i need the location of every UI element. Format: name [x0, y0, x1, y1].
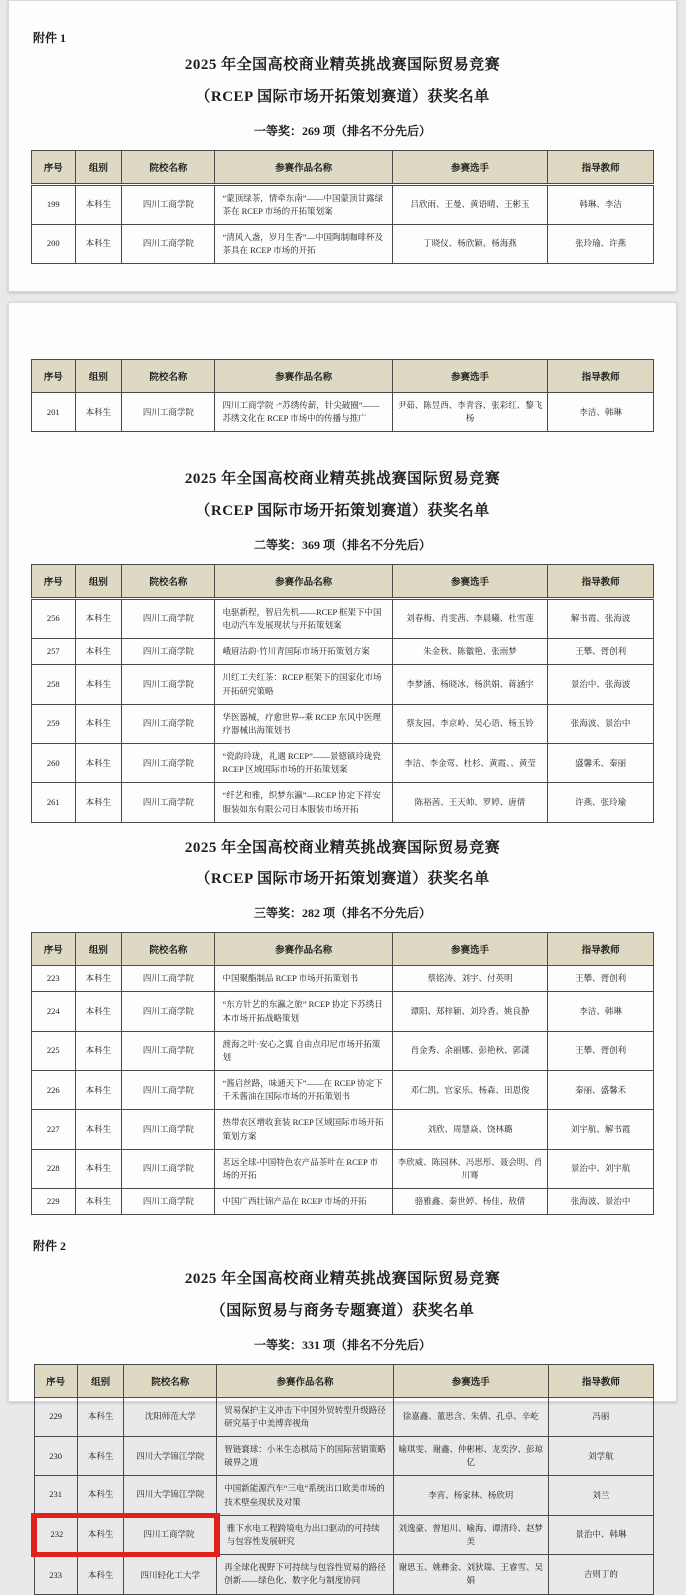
table-cell: 徐嘉鑫、董思含、朱倩、孔卓、辛屹 [393, 1397, 548, 1436]
column-header: 参赛作品名称 [215, 150, 392, 184]
table-cell: 景治中、张海波 [548, 665, 654, 704]
column-header: 院校名称 [122, 150, 215, 184]
table-cell: 199 [32, 184, 76, 224]
table-cell: 本科生 [75, 1189, 122, 1215]
table-cell: 刘欣、周慧焱、饶林璐 [392, 1110, 548, 1149]
table-cell: 四川工商学院 ·“苏绣传薪，针尖破圈”——苏绣文化在 RCEP 市场中的传播与推广 [215, 393, 392, 432]
column-header: 组别 [77, 1364, 123, 1397]
table-cell: 四川工商学院 [122, 1189, 215, 1215]
table-row [32, 1189, 654, 1215]
table-cell: 257 [32, 639, 76, 665]
table-cell: 盛馨禾、秦丽 [548, 744, 654, 783]
table-cell: 吉则丁的 [548, 1555, 653, 1594]
column-header: 组别 [75, 564, 122, 598]
table-cell: 261 [32, 783, 76, 822]
table-row [34, 1397, 654, 1436]
table-cell: 258 [32, 665, 76, 704]
doc-title-line2: （RCEP 国际市场开拓策划赛道）获奖名单 [195, 503, 490, 520]
table-cell: “清风入盏，岁月生香”—中国陶制咖啡杯及茶具在 RCEP 市场的开拓 [215, 224, 392, 263]
column-header: 组别 [75, 360, 122, 393]
doc-title-line1: 2025 年全国高校商业精英挑战赛国际贸易竞赛 [184, 471, 501, 488]
attachment-1-label: 附件 1 [33, 31, 67, 45]
table-cell: 中国聚酯制品 RCEP 市场开拓策划书 [215, 966, 392, 992]
table-cell: 四川大学锦江学院 [124, 1437, 217, 1476]
table-cell: 本科生 [75, 639, 122, 665]
table-row [32, 744, 654, 783]
second-prize-rcep-table [31, 564, 654, 823]
table-cell: 贸易保护主义冲击下中国外贸转型升级路径研究基于中美博弈视角 [217, 1397, 394, 1436]
table-cell: 201 [32, 393, 76, 432]
column-header: 参赛选手 [392, 360, 548, 393]
table-cell: 刘兰 [548, 1476, 653, 1515]
table-cell: 李梦涵、杨晓冰、杨洪娟、蒋涵宇 [392, 665, 548, 704]
table-cell: 本科生 [77, 1476, 123, 1515]
doc-title-line1: 2025 年全国高校商业精英挑战赛国际贸易竞赛 [184, 839, 501, 856]
table-row [32, 783, 654, 822]
table-cell: 谭阳、郑梓颖、刘玲香、姚良静 [392, 992, 548, 1031]
table-cell: 王攀、胥创利 [548, 966, 654, 992]
table-row [32, 966, 654, 992]
table-cell: 陈裕茜、王天帅、罗婷、唐倩 [392, 783, 548, 822]
column-header: 参赛作品名称 [215, 564, 392, 598]
table-cell: 景治中、韩琳 [548, 1515, 653, 1554]
table-row [32, 1071, 654, 1110]
table-cell: 本科生 [75, 704, 122, 743]
table-cell: 四川工商学院 [122, 639, 215, 665]
table-cell: 许燕、张玲瑜 [548, 783, 654, 822]
table-cell: 喻琪雯、谢鑫、仲彬彬、龙奕汐、彭琼亿 [393, 1437, 548, 1476]
table-cell: 四川工商学院 [122, 184, 215, 224]
attachment-2-label: 附件 2 [33, 1239, 67, 1254]
table-cell: 本科生 [77, 1437, 123, 1476]
column-header: 参赛选手 [392, 150, 548, 184]
column-header: 指导教师 [548, 360, 654, 393]
table-cell: 四川工商学院 [122, 966, 215, 992]
table-cell: 尹茹、陈昱西、李青容、张彩红、黎飞杨 [392, 393, 548, 432]
table-cell: “蒙顶绿茶，情牵东南”——中国蒙顶甘露绿茶在 RCEP 市场的开拓策划案 [215, 184, 392, 224]
table-cell: 本科生 [75, 1071, 122, 1110]
table-cell: 华医器械，疗愈世界--乘 RCEP 东风中医理疗器械出海策划书 [215, 704, 392, 743]
column-header: 院校名称 [122, 360, 215, 393]
table-cell: 四川工商学院 [122, 1149, 215, 1188]
table-cell: 蔡铭涛、刘宇、付英明 [392, 966, 548, 992]
table-cell: 本科生 [75, 992, 122, 1031]
award-count-line: 一等奖：331 项（排名不分先后） [253, 1337, 431, 1352]
table-cell: 四川工商学院 [122, 704, 215, 743]
table-cell: 本科生 [75, 598, 122, 638]
table-cell: 茗远全球-中国特色农产品茶叶在 RCEP 市场的开拓 [215, 1149, 392, 1188]
table-cell: 四川工商学院 [122, 1031, 215, 1070]
table-cell: 四川工商学院 [122, 598, 215, 638]
column-header: 指导教师 [548, 1364, 653, 1397]
table-cell: 本科生 [77, 1515, 123, 1554]
table-row [32, 704, 654, 743]
table-row [32, 639, 654, 665]
table-cell: 227 [32, 1110, 76, 1149]
document-page-1 [8, 0, 677, 292]
table-cell: 223 [32, 966, 76, 992]
table-cell: 骆雅鑫、秦世婷、杨佳、敖倩 [392, 1189, 548, 1215]
table-cell: 再全球化视野下可持续与包容性贸易的路径创新——绿色化、数字化与制度协同 [217, 1555, 394, 1594]
column-header: 序号 [32, 150, 76, 184]
table-row [34, 1437, 654, 1476]
table-cell: 韩琳、李洁 [548, 184, 654, 224]
column-header: 参赛选手 [393, 1364, 548, 1397]
table-cell: 王攀、胥创利 [548, 1031, 654, 1070]
column-header: 参赛作品名称 [215, 933, 392, 966]
table-cell: 四川工商学院 [122, 783, 215, 822]
award-count-line: 二等奖：369 项（排名不分先后） [253, 537, 431, 552]
column-header: 指导教师 [548, 564, 654, 598]
table-row [32, 184, 654, 224]
table-row [32, 1149, 654, 1188]
table-cell: 峨眉沽韵·竹川青国际市场开拓策划方案 [215, 639, 392, 665]
table-cell: 沈阳师范大学 [124, 1397, 217, 1436]
table-cell: 四川工商学院 [122, 665, 215, 704]
table-cell: 259 [32, 704, 76, 743]
table-row [32, 598, 654, 638]
table-header-row [32, 564, 654, 598]
column-header: 院校名称 [122, 933, 215, 966]
table-cell: 本科生 [75, 966, 122, 992]
table-cell: 四川轻化工大学 [124, 1555, 217, 1594]
table-cell: “瓷韵玲珑，礼遇 RCEP”——景德镇玲珑瓷 RCEP 区域国际市场的开拓策划案 [215, 744, 392, 783]
table-cell: 刘学航 [548, 1437, 653, 1476]
table-cell: 本科生 [75, 1149, 122, 1188]
doc-title-line2: （RCEP 国际市场开拓策划赛道）获奖名单 [195, 88, 490, 105]
table-cell: 225 [32, 1031, 76, 1070]
table-cell: “东方针艺的东瀛之旅” RCEP 协定下苏绣日本市场开拓战略策划 [215, 992, 392, 1031]
column-header: 序号 [32, 933, 76, 966]
column-header: 院校名称 [122, 564, 215, 598]
table-cell: 本科生 [75, 783, 122, 822]
table-cell: 四川工商学院 [122, 992, 215, 1031]
column-header: 指导教师 [548, 933, 654, 966]
table-cell: 吕欣雨、王曼、黄语晴、王彬玉 [392, 184, 548, 224]
table-cell: 李宵、杨家林、杨欣玥 [393, 1476, 548, 1515]
table-cell: 李洁、李金莺、杜杉、黄霞、、黄莹 [392, 744, 548, 783]
award-count-line: 三等奖：282 项（排名不分先后） [253, 906, 431, 921]
trade-track-first-prize-section [31, 1270, 654, 1594]
table-cell: 200 [32, 224, 76, 263]
second-prize-section [31, 470, 654, 822]
award-count-line: 一等奖：269 项（排名不分先后） [253, 123, 431, 138]
table-cell: 张玲瑜、许燕 [548, 224, 654, 263]
table-cell: 肖金秀、余丽娜、彭艳秋、郭潇 [392, 1031, 548, 1070]
table-header-row [32, 933, 654, 966]
table-cell: 四川工商学院 [122, 393, 215, 432]
document-page-2 [8, 302, 677, 1586]
table-cell: 四川大学锦江学院 [124, 1476, 217, 1515]
table-cell: 景治中、刘宇航 [548, 1149, 654, 1188]
first-prize-rcep-table [31, 150, 654, 265]
table-row [32, 1031, 654, 1070]
table-cell: 256 [32, 598, 76, 638]
doc-title-line2: （RCEP 国际市场开拓策划赛道）获奖名单 [195, 871, 490, 888]
doc-title-line1: 2025 年全国高校商业精英挑战赛国际贸易竞赛 [184, 1271, 501, 1288]
doc-title-line1: 2025 年全国高校商业精英挑战赛国际贸易竞赛 [184, 57, 501, 73]
table-cell: 中国新能源汽车“三电”系统出口欧美市场的技术壁垒现状及对策 [217, 1476, 394, 1515]
doc-title-line2: （国际贸易与商务专题赛道）获奖名单 [210, 1303, 475, 1320]
column-header: 院校名称 [124, 1364, 217, 1397]
table-cell: 本科生 [77, 1397, 123, 1436]
table-cell: 224 [32, 992, 76, 1031]
table-cell: 本科生 [75, 1110, 122, 1149]
table-cell: 四川工商学院 [122, 1110, 215, 1149]
table-cell: 谢思玉、姚彝金、刘狄瑞、王睿雪、吴娟 [393, 1555, 548, 1594]
table-cell: 四川工商学院 [122, 224, 215, 263]
table-row [32, 992, 654, 1031]
column-header: 序号 [32, 564, 76, 598]
column-header: 参赛选手 [392, 564, 548, 598]
table-cell: 张海波、景治中 [548, 1189, 654, 1215]
table-cell: 中国广西壮锦产品在 RCEP 市场的开拓 [215, 1189, 392, 1215]
table-cell: 本科生 [75, 744, 122, 783]
table-header-row [32, 360, 654, 393]
table-cell: “纤艺和雅，织梦东瀛”—RCEP 协定下祥安服装如东有限公司日本服装市场开拓 [215, 783, 392, 822]
table-cell: 230 [34, 1437, 77, 1476]
table-cell: 王攀、胥创利 [548, 639, 654, 665]
column-header: 组别 [75, 933, 122, 966]
table-cell: 雅下水电工程跨境电力出口驱动的可持续与包容性发展研究 [217, 1515, 394, 1554]
table-cell: 本科生 [75, 224, 122, 263]
first-prize-rcep-table-continued [31, 359, 654, 432]
third-prize-section [31, 839, 654, 1216]
table-cell: 229 [32, 1189, 76, 1215]
table-cell: 四川工商学院 [124, 1515, 217, 1554]
table-cell: 226 [32, 1071, 76, 1110]
table-cell: 刘宇航、解书霞 [548, 1110, 654, 1149]
table-cell: 刘春梅、肖雯茜、李晨曦、杜雪莲 [392, 598, 548, 638]
column-header: 参赛选手 [392, 933, 548, 966]
table-row [32, 224, 654, 263]
table-cell: 邓仁凯、官家乐、杨森、田恩俊 [392, 1071, 548, 1110]
table-cell: 231 [34, 1476, 77, 1515]
column-header: 序号 [32, 360, 76, 393]
table-cell: 智链寰球：小米生态棋局下的国际营销策略破界之道 [217, 1437, 394, 1476]
trade-track-first-prize-table [31, 1364, 654, 1595]
table-cell: 228 [32, 1149, 76, 1188]
table-cell: 四川工商学院 [122, 1071, 215, 1110]
table-cell: 本科生 [75, 184, 122, 224]
table-row [32, 665, 654, 704]
table-row [34, 1555, 654, 1594]
table-row [32, 1110, 654, 1149]
table-cell: 李洁、韩琳 [548, 393, 654, 432]
column-header: 指导教师 [548, 150, 654, 184]
table-cell: 李洁、韩琳 [548, 992, 654, 1031]
table-cell: 热带农区增收套装 RCEP 区域国际市场开拓策划方案 [215, 1110, 392, 1149]
table-cell: 233 [34, 1555, 77, 1594]
table-cell: 本科生 [75, 1031, 122, 1070]
table-header-row [34, 1364, 654, 1397]
table-cell: 解书霞、张海波 [548, 598, 654, 638]
table-cell: 朱金秋、陈徽艳、张雨梦 [392, 639, 548, 665]
third-prize-rcep-table [31, 932, 654, 1215]
table-cell: 本科生 [75, 665, 122, 704]
table-cell: 260 [32, 744, 76, 783]
column-header: 序号 [34, 1364, 77, 1397]
table-row [34, 1476, 654, 1515]
table-cell: 渡海之叶·安心之翼 自由点印尼市场开拓策划 [215, 1031, 392, 1070]
table-cell: 四川工商学院 [122, 744, 215, 783]
column-header: 参赛作品名称 [215, 360, 392, 393]
table-cell: 丁晓仪、杨欣颖、杨海燕 [392, 224, 548, 263]
highlighted-table-row [34, 1515, 654, 1554]
table-cell: 电驱新程，智启先机——RCEP 框架下中国电动汽车发展现状与开拓策划案 [215, 598, 392, 638]
table-row [32, 393, 654, 432]
table-cell: 秦丽、盛馨禾 [548, 1071, 654, 1110]
table-cell: 229 [34, 1397, 77, 1436]
table-header-row [32, 150, 654, 184]
table-cell: 本科生 [77, 1555, 123, 1594]
table-cell: 川红工夫红茶：RCEP 框架下的国家化市场开拓研究策略 [215, 665, 392, 704]
table-cell: 刘逸豪、曾旭川、喻海、谭清玲、赵梦美 [393, 1515, 548, 1554]
table-cell: 232 [34, 1515, 77, 1554]
column-header: 组别 [75, 150, 122, 184]
table-cell: “酱启丝路，味通天下”——在 RCEP 协定下千禾酱油在国际市场的开拓策划书 [215, 1071, 392, 1110]
table-cell: 冯丽 [548, 1397, 653, 1436]
table-cell: 本科生 [75, 393, 122, 432]
column-header: 参赛作品名称 [217, 1364, 394, 1397]
table-cell: 李欣威、陈园林、冯思彤、聂会明、肖川骞 [392, 1149, 548, 1188]
table-cell: 张海波、景治中 [548, 704, 654, 743]
table-cell: 蔡友园、李京岭、吴心语、杨玉铃 [392, 704, 548, 743]
